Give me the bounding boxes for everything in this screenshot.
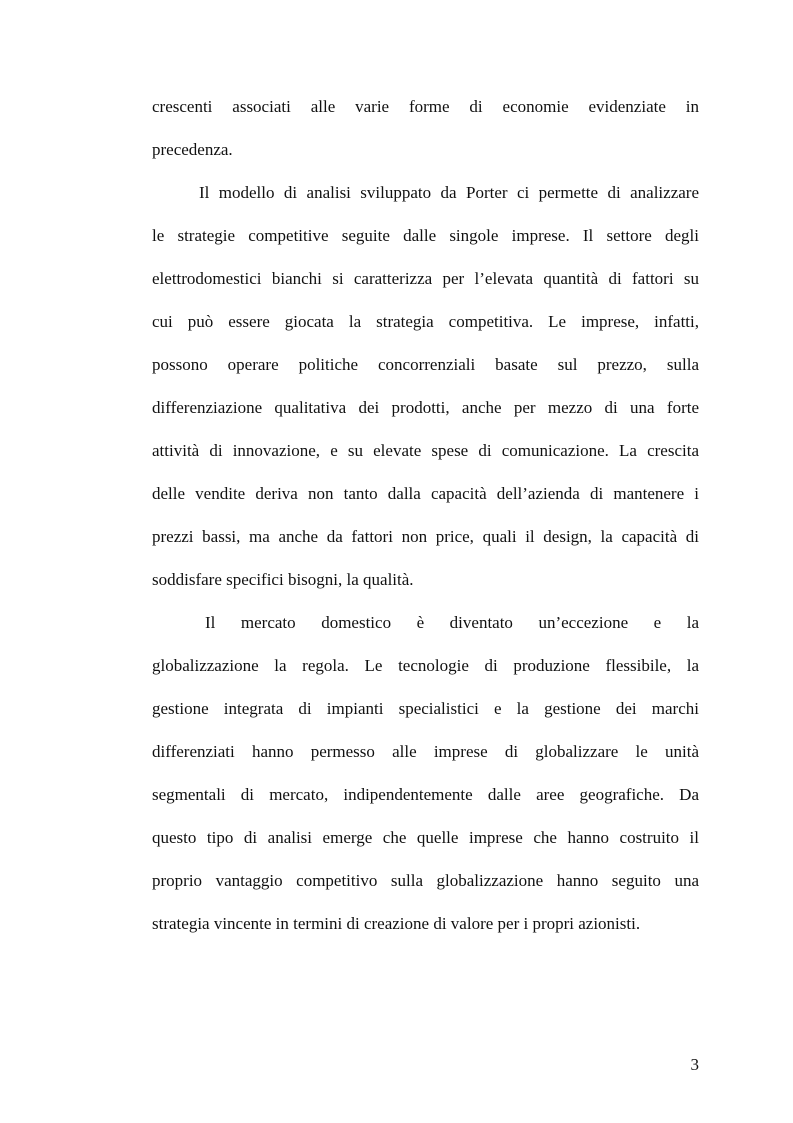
text-line: questo tipo di analisi emerge che quelle imprese che hanno costruito il — [152, 828, 699, 847]
text-line: possono operare politiche concorrenziali basate sul prezzo, sulla — [152, 355, 699, 374]
text-line: prezzi bassi, ma anche da fattori non price, quali il design, la capacità di — [152, 527, 699, 546]
text-line: elettrodomestici bianchi si caratterizza per l’elevata quantità di fattori su — [152, 269, 699, 288]
text-line: segmentali di mercato, indipendentemente dalle aree geografiche. Da — [152, 785, 699, 804]
text-line: le strategie competitive seguite dalle singole imprese. Il settore degli — [152, 226, 699, 245]
text-line: strategia vincente in termini di creazione di valore per i propri azionisti. — [152, 914, 641, 933]
text-line: differenziazione qualitativa dei prodotti, anche per mezzo di una forte — [152, 398, 699, 417]
text-line: Il modello di analisi sviluppato da Porter ci permette di analizzare — [199, 183, 699, 202]
text-line: globalizzazione la regola. Le tecnologie di produzione flessibile, la — [152, 656, 699, 675]
text-line: crescenti associati alle varie forme di economie evidenziate in — [152, 97, 699, 116]
text-line: Il mercato domestico è diventato un’eccezione e la — [205, 613, 699, 632]
text-line: soddisfare specifici bisogni, la qualità. — [152, 570, 414, 589]
page-number: 3 — [690, 1055, 699, 1074]
text-line: proprio vantaggio competitivo sulla globalizzazione hanno seguito una — [152, 871, 699, 890]
text-line: delle vendite deriva non tanto dalla capacità dell’azienda di mantenere i — [152, 484, 699, 503]
text-line: differenziati hanno permesso alle imprese di globalizzare le unità — [152, 742, 699, 761]
text-line: precedenza. — [152, 140, 233, 159]
text-line: cui può essere giocata la strategia competitiva. Le imprese, infatti, — [152, 312, 699, 331]
text-line: gestione integrata di impianti specialistici e la gestione dei marchi — [152, 699, 699, 718]
text-line: attività di innovazione, e su elevate spese di comunicazione. La crescita — [152, 441, 699, 460]
